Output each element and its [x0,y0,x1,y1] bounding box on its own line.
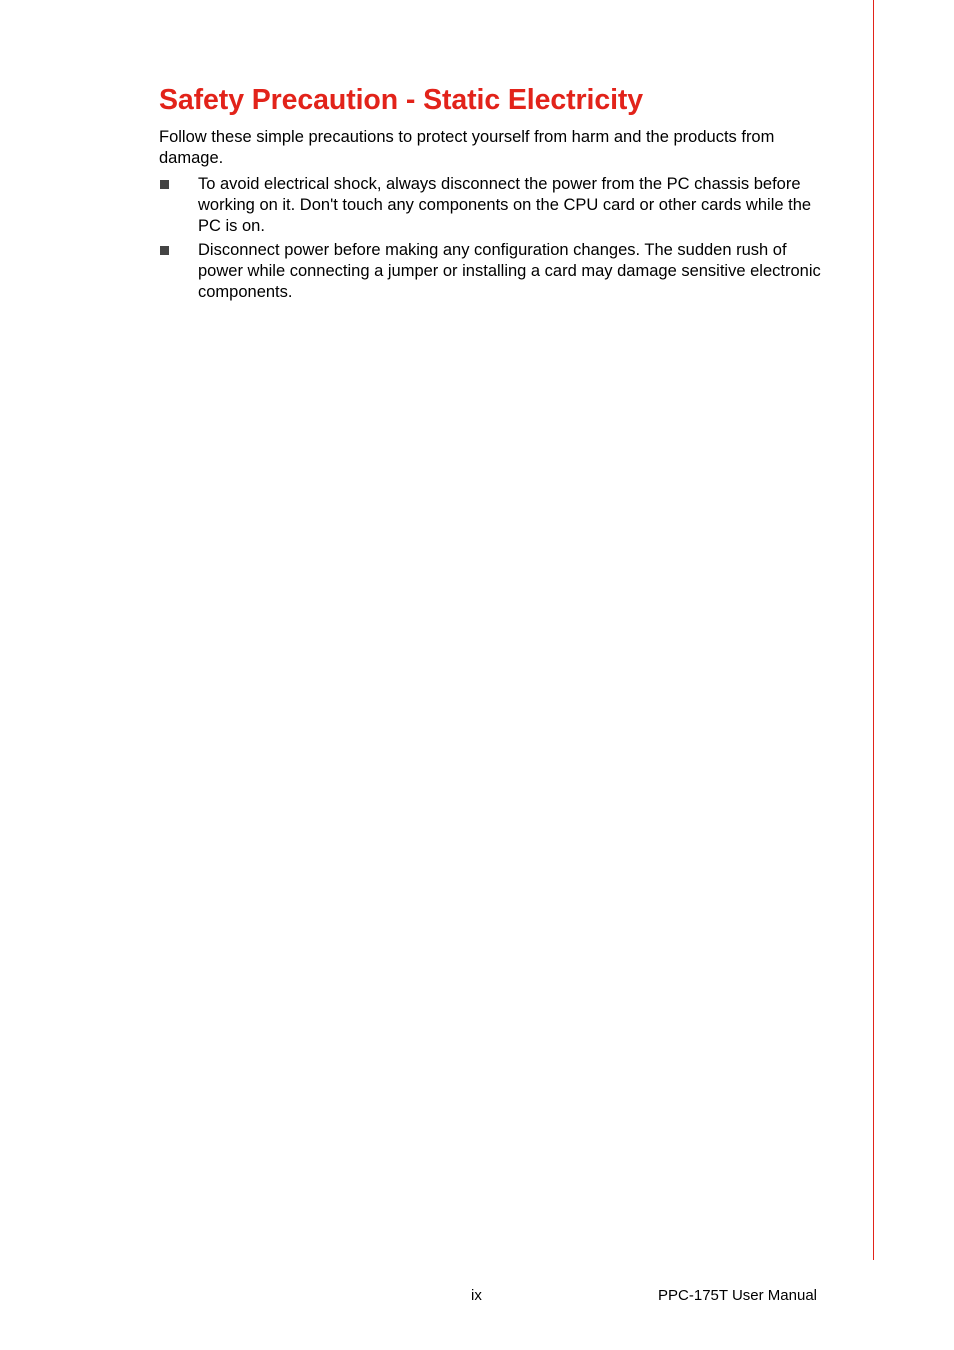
list-item [159,240,821,303]
intro-paragraph: Follow these simple precautions to protect yourself from harm and the products from damage. [159,128,775,167]
square-bullet-icon [160,246,169,255]
page-title: Safety Precaution - Static Electricity [159,84,644,116]
page-edge-rule [873,0,874,1260]
manual-title: PPC-175T User Manual [658,1287,817,1304]
page-content [159,82,821,306]
list-item [159,174,821,237]
list-item-text: To avoid electrical shock, always disconnect the power from the PC chassis before working on it. Don't touch any components on the CPU card or other cards while the PC is on. [198,175,812,235]
list-item-text: Disconnect power before making any configuration changes. The sudden rush of power while connecting a jumper or installing a card may damage sensitive electronic components. [198,241,821,301]
square-bullet-icon [160,180,169,189]
page-number: ix [471,1287,482,1304]
precaution-list [159,174,821,303]
